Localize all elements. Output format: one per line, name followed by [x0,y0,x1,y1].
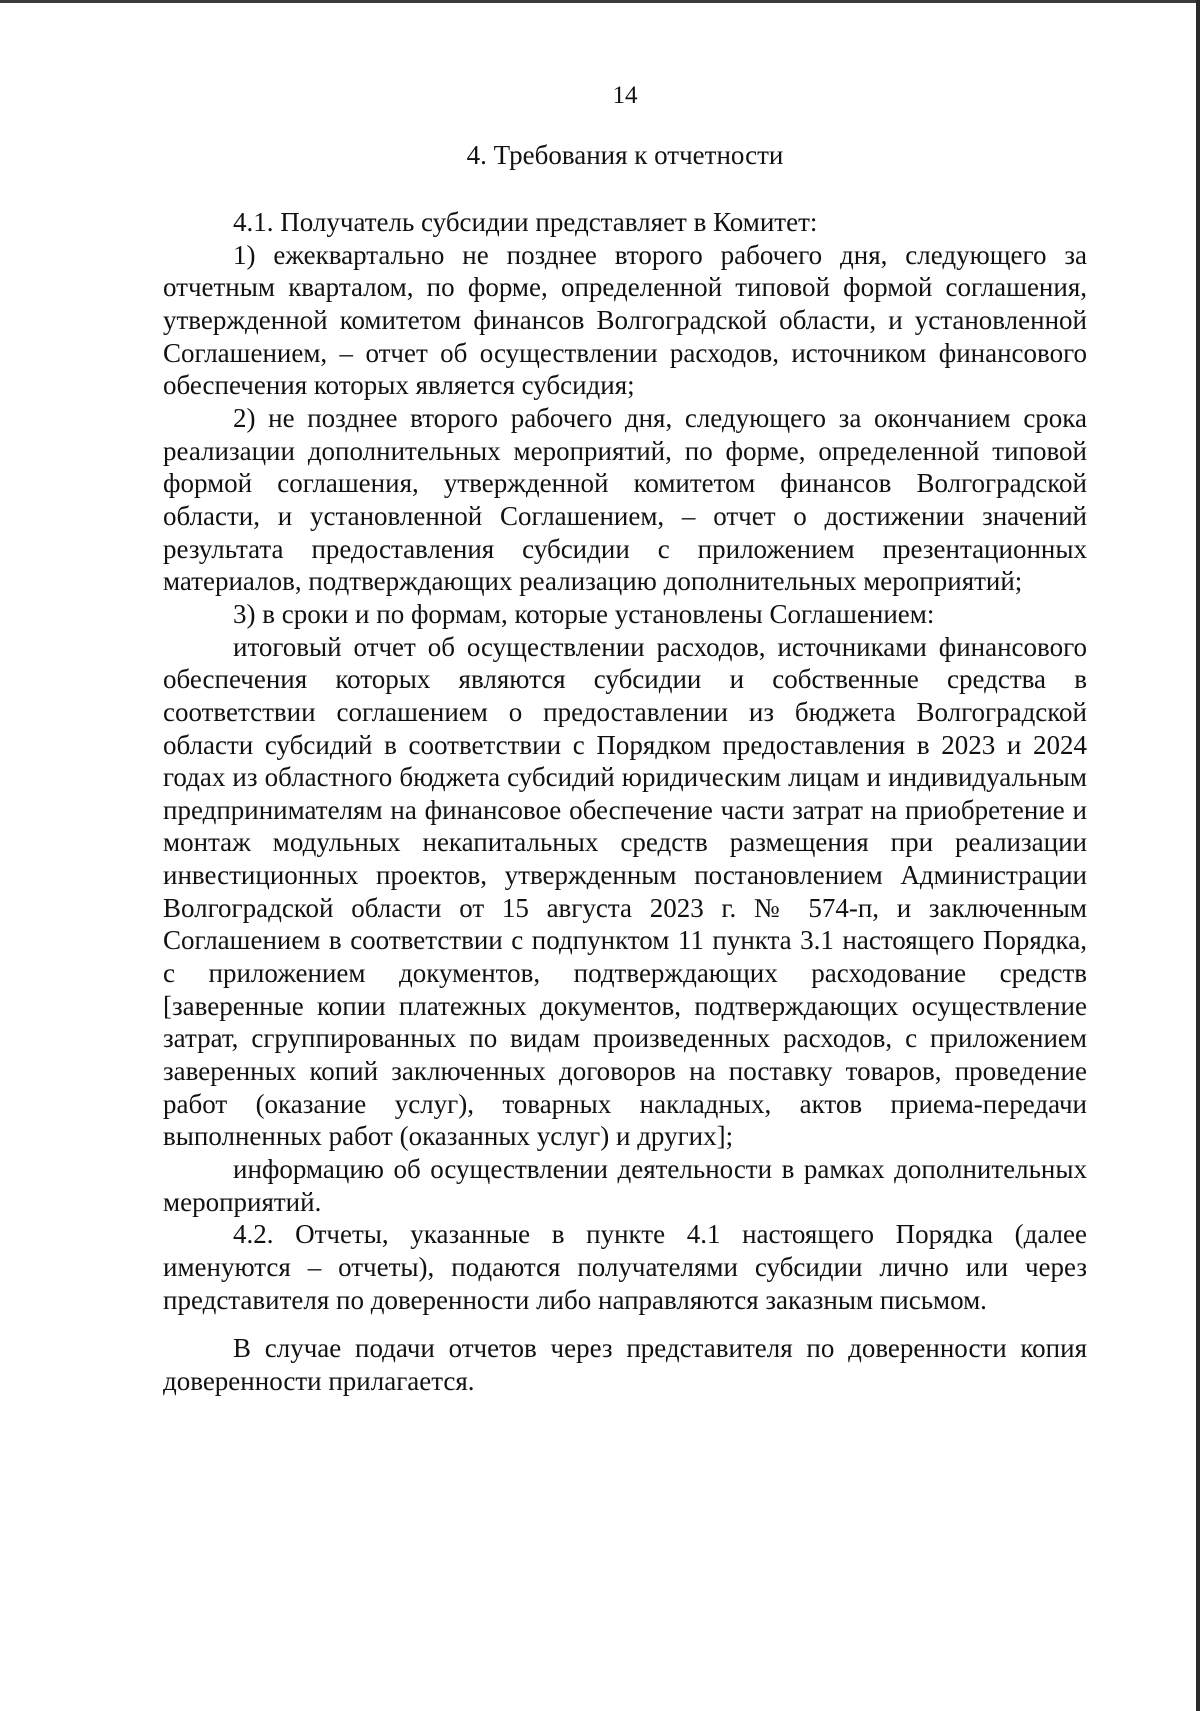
paragraph-item-3: 3) в сроки и по формам, которые установлены Соглашением: [233,598,935,629]
paragraph-final-report: итоговый отчет об осуществлении расходов, источниками финансового обеспечения которых являются субсидии и собственные средства в соответствии соглашением о предоставлении из бюджета Волгоградской области субсидий в соответствии с Порядком предоставления в 2023 и 2024 годах из областного бюджета субсидий юридическим лицам и индивидуальным предпринимателям на финансовое обеспечение части затрат на приобретение и монтаж модульных некапитальных средств размещения при реализации инвестиционных проектов, утвержденным постановлением Администрации Волгоградской области от 15 августа 2023 г. № 574-п, и заключенным Соглашением в соответствии с подпунктом 11 пункта 3.1 настоящего Порядка, с приложением документов, подтверждающих расходование средств [заверенные копии платежных документов, подтверждающих осуществление затрат, сгруппированных по видам произведенных расходов, с приложением заверенных копий заключенных договоров на поставку товаров, проведение работ (оказание услуг), товарных накладных, актов приема-передачи выполненных работ (оказанных услуг) и других]; [163,631,1087,1152]
paragraph-4-1: 4.1. Получатель субсидии представляет в Комитет: [233,207,818,237]
section-title: 4. Требования к отчетности [466,140,784,170]
document-body [163,206,1087,1398]
page-number: 14 [612,82,638,109]
paragraph-representative: В случае подачи отчетов через представителя по доверенности копия доверенности прилагается. [163,1333,1087,1396]
scan-border-right [1196,0,1200,1711]
paragraph-4-2: 4.2. Отчеты, указанные в пункте 4.1 настоящего Порядка (далее именуются – отчеты), подаются получателями субсидии лично или через представителя по доверенности либо направляются заказным письмом. [163,1219,1087,1315]
scan-border-top [0,0,1200,3]
paragraph-activity-info: информацию об осуществлении деятельности в рамках дополнительных мероприятий. [163,1154,1087,1217]
paragraph-item-1: 1) ежеквартально не позднее второго рабочего дня, следующего за отчетным кварталом, по форме, определенной типовой формой соглашения, утвержденной комитетом финансов Волгоградской области, и установленной Соглашением, – отчет об осуществлении расходов, источником финансового обеспечения которых является субсидия; [163,239,1087,401]
paragraph-item-2: 2) не позднее второго рабочего дня, следующего за окончанием срока реализации дополнительных мероприятий, по форме, определенной типовой формой соглашения, утвержденной комитетом финансов Волгоградской области, и установленной Соглашением, – отчет о достижении значений результата предоставления субсидии с приложением презентационных материалов, подтверждающих реализацию дополнительных мероприятий; [163,402,1087,597]
